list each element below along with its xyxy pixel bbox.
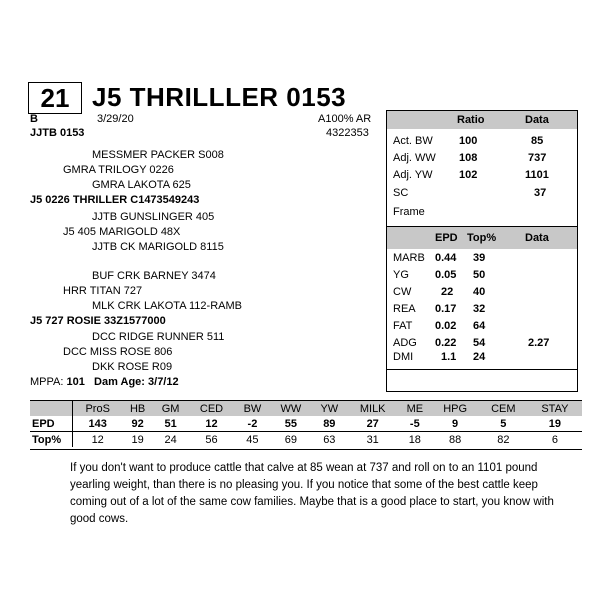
sire-dam-sire: JJTB GUNSLINGER 405 bbox=[92, 211, 215, 223]
top-value: 18 bbox=[398, 432, 431, 448]
top-value: 6 bbox=[528, 432, 582, 448]
dam-dam-dam: DKK ROSE R09 bbox=[92, 361, 173, 373]
dam-sire-sire: BUF CRK BARNEY 3474 bbox=[92, 270, 216, 282]
carcass-row-label: REA bbox=[393, 303, 416, 315]
epd-col-header: MILK bbox=[347, 401, 398, 416]
sire-dam-dam: JJTB CK MARIGOLD 8115 bbox=[92, 241, 224, 253]
epd-col-header: BW bbox=[235, 401, 270, 416]
epd-value: 55 bbox=[284, 417, 297, 430]
epd-col-header: STAY bbox=[528, 401, 582, 416]
top-value: 63 bbox=[312, 432, 347, 448]
ratio-row-label: Act. BW bbox=[393, 135, 433, 147]
ratio-row-label: Adj. YW bbox=[393, 169, 433, 181]
top-value: 82 bbox=[479, 432, 528, 448]
carcass-row-epd: 0.44 bbox=[435, 252, 457, 264]
epd-value: 27 bbox=[366, 417, 379, 430]
epd-header-row bbox=[30, 401, 582, 416]
epd-col-header: ME bbox=[398, 401, 431, 416]
carcass-row-label: FAT bbox=[393, 320, 413, 332]
ratio-row-ratio: 108 bbox=[459, 152, 478, 164]
epd-value: -2 bbox=[247, 417, 258, 430]
ratio-row-label: SC bbox=[393, 187, 409, 199]
top-col-header: Top% bbox=[467, 232, 497, 244]
epd-value: 143 bbox=[88, 417, 107, 430]
top-row-label: Top% bbox=[30, 432, 73, 448]
epd-col-header: GM bbox=[153, 401, 188, 416]
top-value: 31 bbox=[347, 432, 398, 448]
ratio-row-data: 1101 bbox=[525, 169, 549, 181]
birth-date: 3/29/20 bbox=[97, 113, 134, 125]
carcass-row-top: 40 bbox=[473, 286, 486, 298]
carcass-row-epd: 0.17 bbox=[435, 303, 457, 315]
ratio-row-label: Frame bbox=[393, 206, 425, 218]
epd-value: 12 bbox=[205, 417, 218, 430]
epd-col-header: HPG bbox=[431, 401, 479, 416]
epd-row-label: EPD bbox=[30, 416, 73, 432]
dam-age-label: Dam Age: bbox=[94, 376, 145, 388]
corner-cell bbox=[30, 401, 73, 416]
carcass-row-top: 24 bbox=[473, 351, 486, 363]
mppa-line bbox=[30, 376, 179, 388]
mppa-value: 101 bbox=[66, 376, 85, 388]
tattoo: JJTB 0153 bbox=[30, 127, 85, 139]
dam-dam-sire: DCC RIDGE RUNNER 511 bbox=[92, 331, 225, 343]
mppa-label: MPPA: bbox=[30, 376, 64, 388]
epd-col-header: ProS bbox=[73, 401, 123, 416]
performance-panel bbox=[386, 110, 578, 392]
top-value: 45 bbox=[235, 432, 270, 448]
carcass-row-top: 50 bbox=[473, 269, 486, 281]
carcass-row-epd: 0.05 bbox=[435, 269, 457, 281]
epd-value: 89 bbox=[323, 417, 336, 430]
carcass-row-top: 54 bbox=[473, 337, 486, 349]
ratio-row-label: Adj. WW bbox=[393, 152, 436, 164]
panel-divider bbox=[387, 369, 577, 370]
carcass-row-label: DMI bbox=[393, 351, 414, 363]
ratio-data-col-header: Data bbox=[525, 114, 549, 126]
epd-col-header: HB bbox=[122, 401, 153, 416]
epd-col-header: YW bbox=[312, 401, 347, 416]
dam-age-value: 3/7/12 bbox=[148, 376, 179, 388]
ratio-row-data: 85 bbox=[531, 135, 544, 147]
carcass-row-label: MARB bbox=[393, 252, 425, 264]
epd-table bbox=[30, 401, 582, 447]
epd-value: -5 bbox=[409, 417, 420, 430]
breed: A100% AR bbox=[318, 113, 372, 125]
epd-col-header: WW bbox=[270, 401, 311, 416]
epd-col-header: CEM bbox=[479, 401, 528, 416]
ratio-col-header: Ratio bbox=[457, 114, 485, 126]
lot-number: 21 bbox=[28, 82, 82, 114]
sex: B bbox=[30, 113, 38, 125]
epd-value: 5 bbox=[500, 417, 507, 430]
ratio-row-ratio: 100 bbox=[459, 135, 478, 147]
epd-value: 51 bbox=[164, 417, 177, 430]
sire-dam: J5 405 MARIGOLD 48X bbox=[63, 226, 181, 238]
sire-sire-sire: MESSMER PACKER S008 bbox=[92, 149, 224, 161]
top-value: 88 bbox=[431, 432, 479, 448]
carcass-row-label: ADG bbox=[393, 337, 417, 349]
carcass-row-top: 39 bbox=[473, 252, 486, 264]
dam-sire-dam: MLK CRK LAKOTA 112-RAMB bbox=[92, 300, 242, 312]
epd-col-header: EPD bbox=[435, 232, 458, 244]
sire: J5 0226 THRILLER C1473549243 bbox=[30, 194, 200, 206]
top-percent-row bbox=[30, 432, 582, 448]
top-value: 24 bbox=[153, 432, 188, 448]
carcass-row-top: 64 bbox=[473, 320, 486, 332]
lot-description: If you don't want to produce cattle that calve at 85 wean at 737 and roll on to an 1101 pound yearling weight, than there is no pleasing you. If you notice that some of the best cattle keep coming out of a lot of the same cow families. Maybe that is a good place to start, you know with good cows. bbox=[70, 462, 554, 525]
carcass-row-epd: 0.22 bbox=[435, 337, 457, 349]
dam-sire: HRR TITAN 727 bbox=[63, 285, 143, 297]
top-value: 19 bbox=[122, 432, 153, 448]
epd-col-header: CED bbox=[188, 401, 234, 416]
dam-dam: DCC MISS ROSE 806 bbox=[63, 346, 173, 358]
epd-value-row bbox=[30, 416, 582, 432]
carcass-data-col-header: Data bbox=[525, 232, 549, 244]
carcass-row-top: 32 bbox=[473, 303, 486, 315]
epd-value: 19 bbox=[548, 417, 561, 430]
carcass-row-label: YG bbox=[393, 269, 409, 281]
sire-sire-dam: GMRA LAKOTA 625 bbox=[92, 179, 191, 191]
carcass-row-data: 2.27 bbox=[528, 337, 550, 349]
ratio-row-data: 37 bbox=[534, 187, 547, 199]
ratio-row-data: 737 bbox=[528, 152, 547, 164]
carcass-row-epd: 0.02 bbox=[435, 320, 457, 332]
epd-value: 92 bbox=[131, 417, 144, 430]
carcass-row-epd: 22 bbox=[441, 286, 454, 298]
top-value: 56 bbox=[188, 432, 234, 448]
dam: J5 727 ROSIE 33Z1577000 bbox=[30, 315, 166, 327]
top-value: 12 bbox=[73, 432, 123, 448]
epd-value: 9 bbox=[452, 417, 459, 430]
sire-sire: GMRA TRILOGY 0226 bbox=[63, 164, 174, 176]
ratio-row-ratio: 102 bbox=[459, 169, 478, 181]
top-value: 69 bbox=[270, 432, 311, 448]
animal-name: J5 THRILLLER 0153 bbox=[92, 82, 347, 112]
carcass-row-epd: 1.1 bbox=[441, 351, 457, 363]
registration-number: 4322353 bbox=[326, 127, 369, 139]
carcass-row-label: CW bbox=[393, 286, 412, 298]
